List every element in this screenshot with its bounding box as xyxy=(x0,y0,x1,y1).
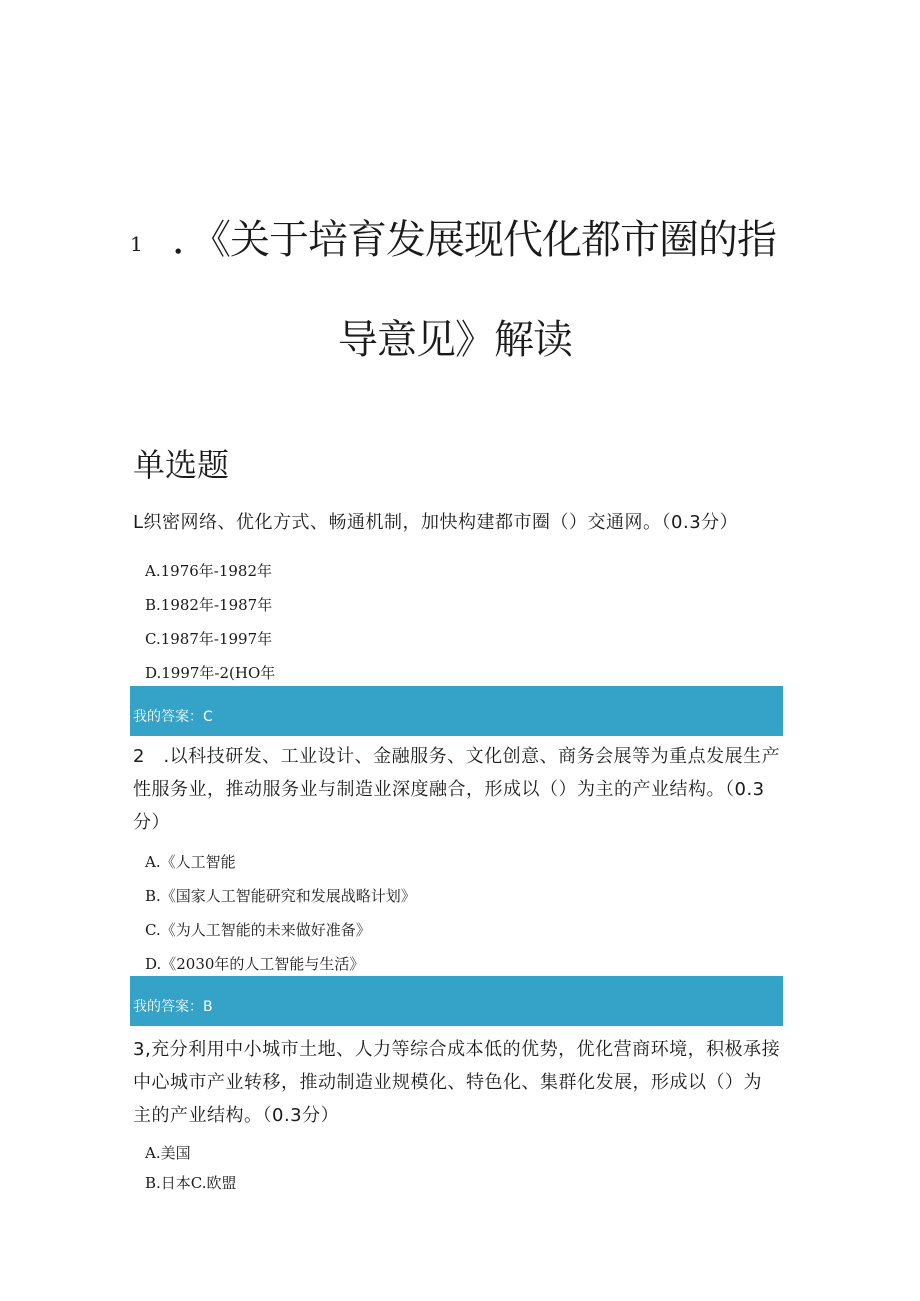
question-3-text xyxy=(133,1033,780,1132)
question-1-option-a[interactable]: A.1976年-1982年 xyxy=(145,562,273,580)
question-1-text xyxy=(133,506,738,539)
question-line: 2 .以科技研发、工业设计、金融服务、文化创意、商务会展等为重点发展生产 xyxy=(133,746,781,767)
question-line: 主的产业结构。（0.3分） xyxy=(133,1105,340,1126)
question-3-option-a[interactable]: A.美国 xyxy=(145,1144,191,1162)
question-2-option-a[interactable]: A.《人工智能 xyxy=(145,853,236,871)
question-line: L织密网络、优化方式、畅通机制，加快构建都市圈（）交通网。（0.3分） xyxy=(133,512,739,533)
question-line: 3,充分利用中小城市土地、人力等综合成本低的优势，优化营商环境，积极承接 xyxy=(133,1039,781,1060)
question-2-option-d[interactable]: D.《2030年的人工智能与生活》 xyxy=(145,955,365,973)
title-number: 1 xyxy=(130,232,143,256)
question-line: 分） xyxy=(133,812,170,833)
answer-bar-2 xyxy=(130,976,783,1026)
question-line: 性服务业，推动服务业与制造业深度融合，形成以（）为主的产业结构。（0.3 xyxy=(133,779,765,800)
answer-bar-1 xyxy=(130,686,783,736)
question-1-option-b[interactable]: B.1982年-1987年 xyxy=(145,596,273,614)
question-1-option-c[interactable]: C.1987年-1997年 xyxy=(145,630,273,648)
answer-text: 我的答案：C xyxy=(133,709,213,725)
question-2-option-c[interactable]: C.《为人工智能的未来做好准备》 xyxy=(145,921,371,939)
page-title-line-1: ．《关于培育发展现代化都市圈的指 xyxy=(172,217,776,263)
answer-text: 我的答案：B xyxy=(133,999,213,1015)
section-title: 单选题 xyxy=(133,446,230,484)
question-line: 中心城市产业转移，推动制造业规模化、特色化、集群化发展，形成以（）为 xyxy=(133,1072,762,1093)
question-2-text xyxy=(133,740,780,839)
question-3-option-b[interactable]: B.日本C.欧盟 xyxy=(145,1174,237,1192)
question-2-option-b[interactable]: B.《国家人工智能研究和发展战略计划》 xyxy=(145,887,416,905)
question-1-option-d[interactable]: D.1997年-2(HO年 xyxy=(145,664,276,682)
page-title-line-2: 导意见》解读 xyxy=(338,317,572,363)
